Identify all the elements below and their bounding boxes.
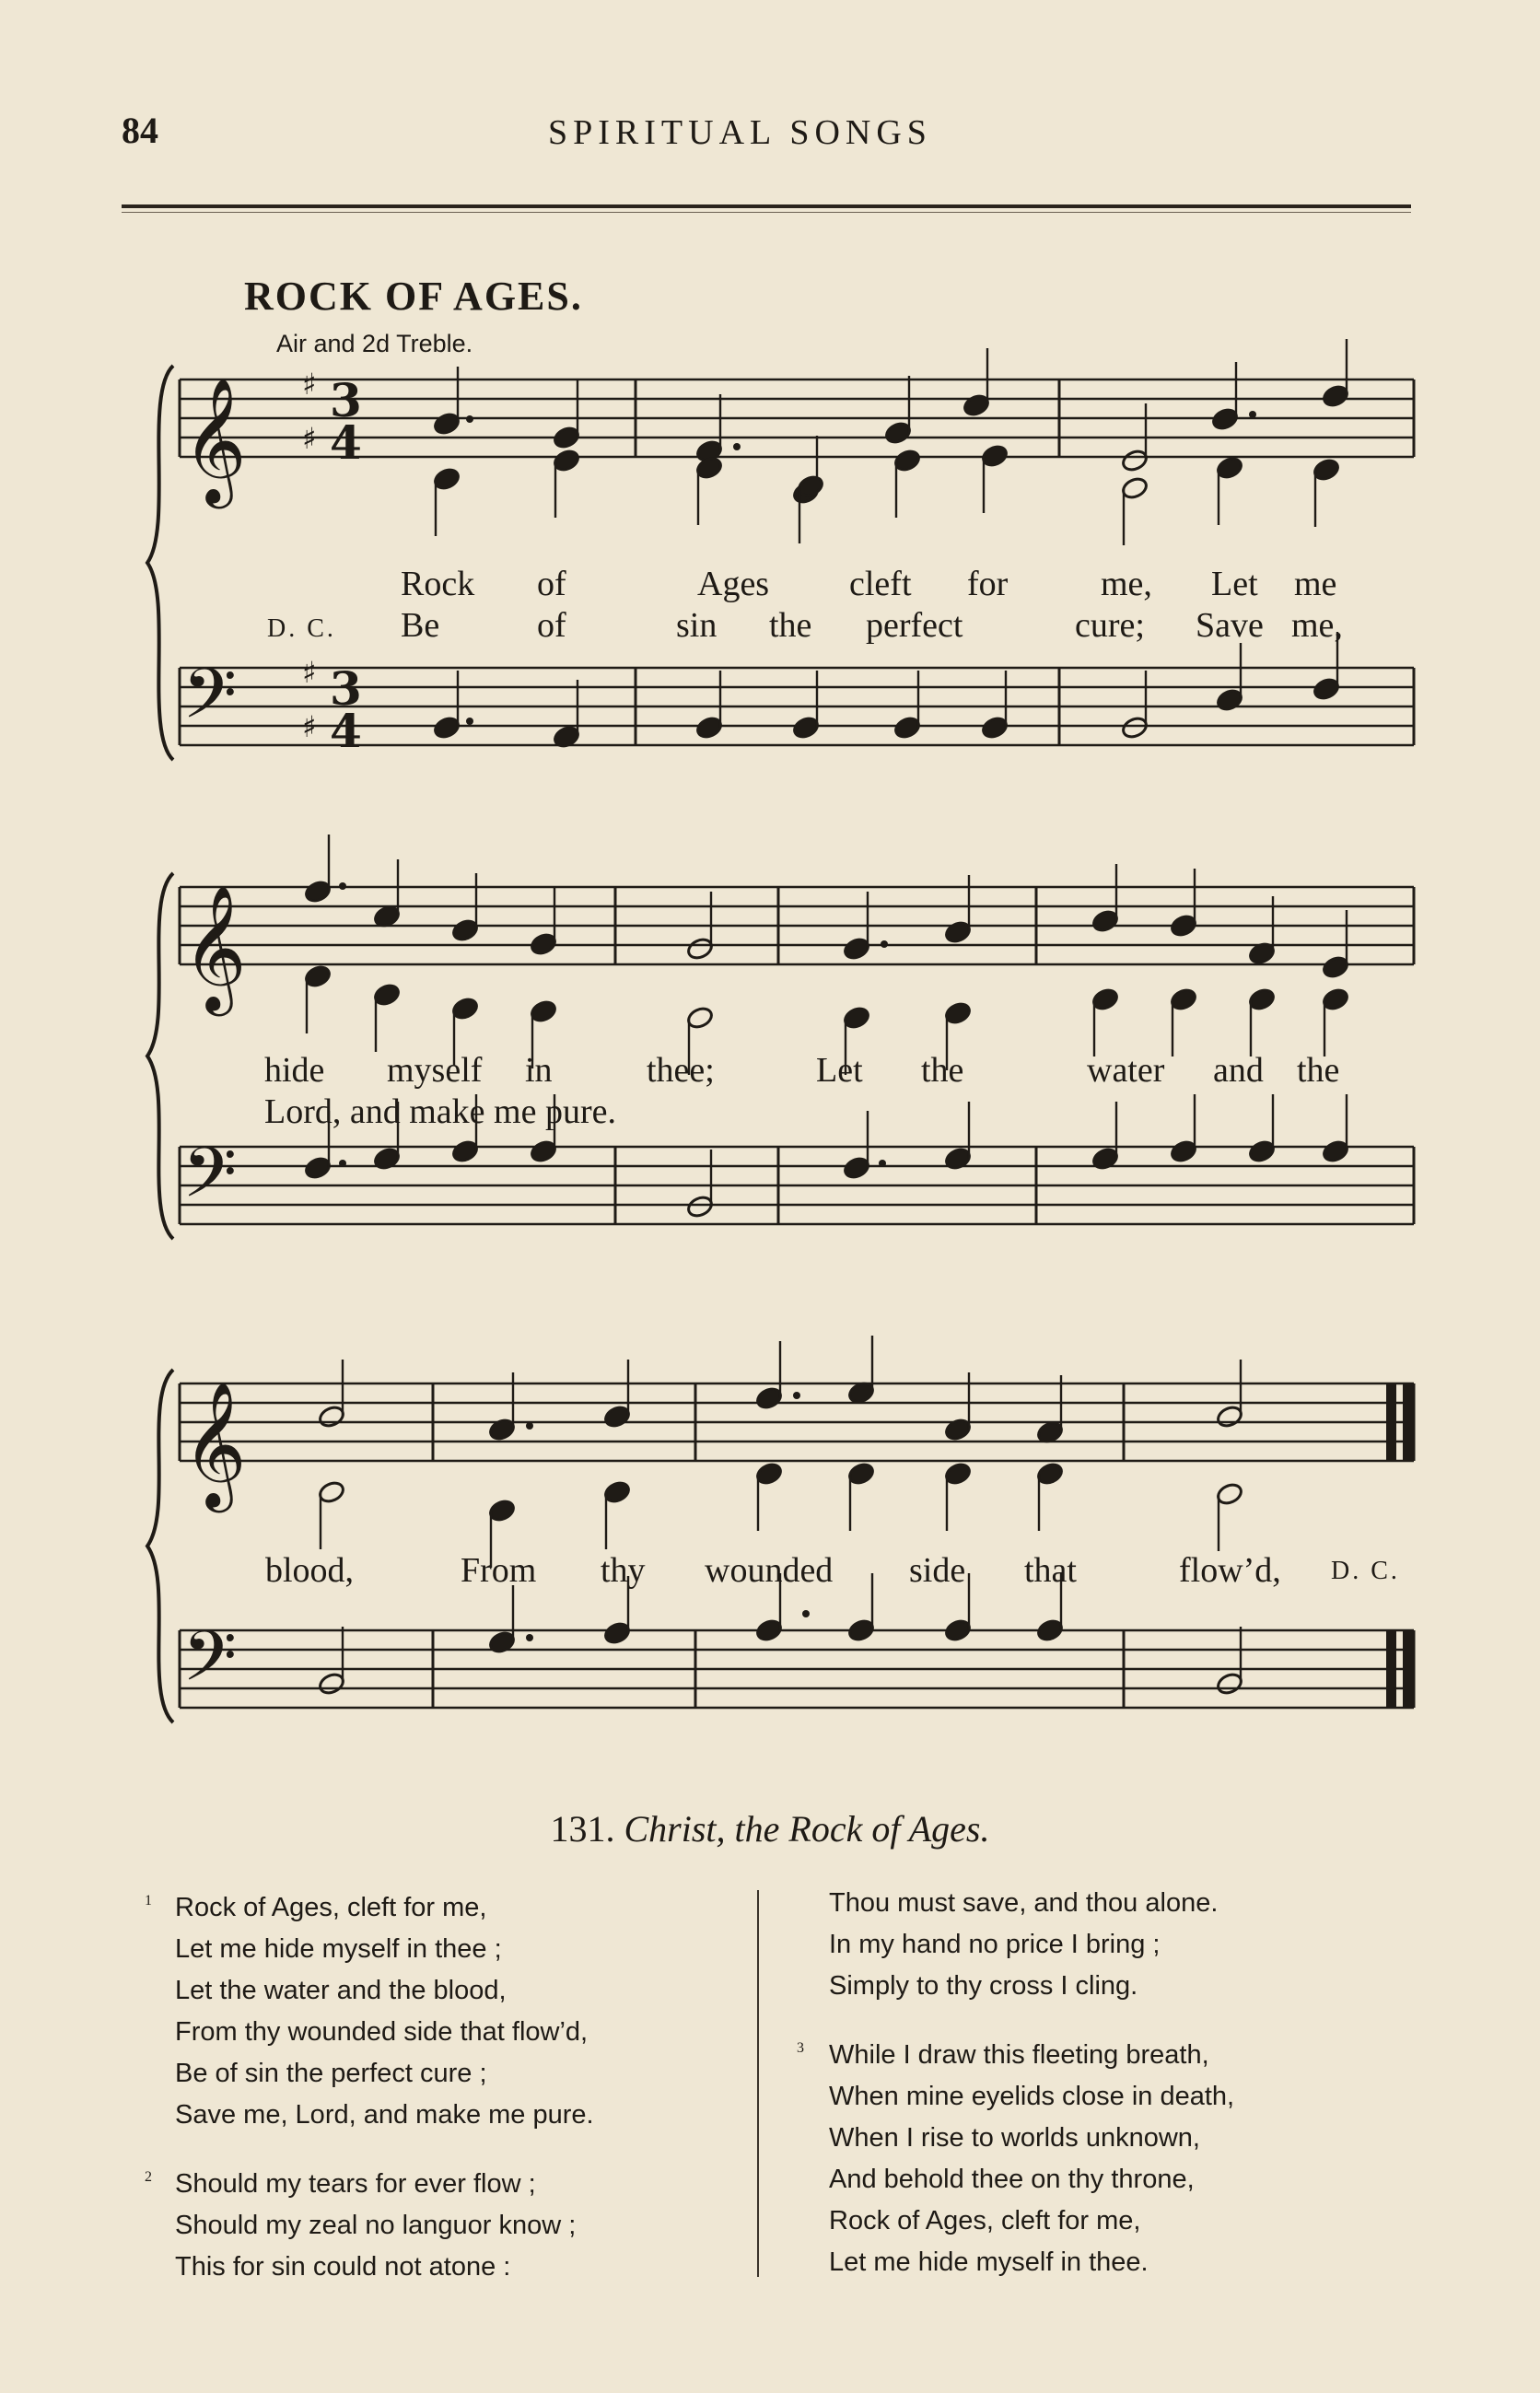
running-title: SPIRITUAL SONGS (548, 113, 932, 152)
system2-treble-note-dot (881, 940, 888, 948)
system3-line1-word: blood, (265, 1551, 355, 1590)
verse-line: While I draw this fleeting breath, (829, 2040, 1209, 2070)
system1-line1-word: me (1294, 565, 1337, 603)
verse-line: Thou must save, and thou alone. (829, 1888, 1219, 1918)
verse-line: When mine eyelids close in death, (829, 2082, 1235, 2111)
system1-line1-word: Ages (697, 565, 770, 603)
verse-line: Rock of Ages, cleft for me, (829, 2206, 1141, 2235)
system3-bass-note-dot (526, 1634, 533, 1641)
system1-treble-note-dot (1249, 411, 1256, 418)
system3-treble-final-bar-thick2 (1403, 1383, 1413, 1461)
system3-treble-final-bar-thick (1386, 1383, 1396, 1461)
system2-line1-word: hide (264, 1051, 325, 1090)
hymn-heading (0, 1807, 1540, 1850)
system1-line2-word: sin (676, 606, 718, 645)
verse-line: Let the water and the blood, (175, 1976, 507, 2005)
system2-line1-word: water (1087, 1051, 1165, 1090)
hymn-title: Christ, the Rock of Ages. (624, 1808, 990, 1850)
hymn-number: 131. (550, 1808, 615, 1850)
system3-bass-note-dot (802, 1610, 810, 1617)
system2-line1-word: the (921, 1051, 964, 1090)
system2-line1-word: in (525, 1051, 553, 1090)
system1-bass-time-num: 3 (330, 661, 362, 716)
system1-line2-word: Be (401, 606, 440, 645)
system1-line1-word: Let (1211, 565, 1258, 603)
system2-treble-treble-clef-icon: 𝄞 (182, 883, 247, 1010)
system1-treble-sharp-icon: ♯ (302, 367, 317, 402)
system1-bass-sharp-icon: ♯ (302, 709, 317, 744)
system3-line1-word: side (909, 1551, 966, 1590)
verse-line: And behold thee on thy throne, (829, 2165, 1195, 2194)
verse-line: Simply to thy cross I cling. (829, 1971, 1138, 2001)
system3-line1-word: flow’d, (1179, 1551, 1281, 1590)
system3-bass-final-bar-thick2 (1403, 1630, 1413, 1708)
system1-line2-word: me, (1291, 606, 1343, 645)
system2-bass-bass-clef-icon: 𝄢 (182, 1132, 238, 1231)
column-divider (757, 1890, 759, 2277)
system3-line1-word: wounded (705, 1551, 834, 1590)
system1-bass-bass-clef-icon: 𝄢 (182, 653, 238, 752)
system1-line2-word: cure; (1075, 606, 1145, 645)
dc-marker-system3: D. C. (1331, 1557, 1400, 1585)
system1-line2-word: of (537, 606, 566, 645)
system1-bass-note-dot (466, 718, 473, 725)
system3-treble-note-dot (793, 1392, 800, 1399)
verse-line: When I rise to worlds unknown, (829, 2123, 1200, 2153)
dc-marker-system1: D. C. (267, 614, 336, 643)
stanza-number: 1 (145, 1893, 152, 1909)
system2-line1-word: and (1213, 1051, 1264, 1090)
system1-line1-word: Rock (401, 565, 475, 603)
verse-line: Should my tears for ever flow ; (175, 2169, 536, 2199)
system3-bass-bass-clef-icon: 𝄢 (182, 1616, 238, 1714)
system3-line1-word: thy (601, 1551, 646, 1590)
system2-line1-word: thee; (647, 1051, 715, 1090)
system1-line1-word: of (537, 565, 566, 603)
system3-brace (147, 1370, 173, 1722)
verse-line: In my hand no price I bring ; (829, 1930, 1161, 1959)
verse-line: Should my zeal no languor know ; (175, 2211, 577, 2240)
system1-treble-note-dot (466, 415, 473, 423)
verse-line: Be of sin the perfect cure ; (175, 2059, 487, 2088)
system1-treble-time-den: 4 (330, 415, 362, 470)
system2-lyrics-line2: Lord, and make me pure. (264, 1092, 616, 1131)
system2-bass-note-dot (879, 1160, 886, 1167)
system1-line1-word: for (967, 565, 1009, 603)
system1-line2-word: perfect (866, 606, 963, 645)
voice-note: Air and 2d Treble. (276, 330, 473, 357)
verse-line: Let me hide myself in thee. (829, 2247, 1149, 2277)
system2-line1-word: Let (816, 1051, 863, 1090)
system1-treble-time-num: 3 (330, 373, 362, 427)
system1-brace (147, 366, 173, 760)
system1-treble-sharp-icon: ♯ (302, 421, 317, 456)
system2-treble-note-dot (339, 882, 346, 890)
system2-line1-word: the (1297, 1051, 1340, 1090)
system3-line1-word: that (1024, 1551, 1077, 1590)
system2-bass-note-dot (339, 1160, 346, 1167)
system1-bass-sharp-icon: ♯ (302, 655, 317, 690)
page-number: 84 (122, 110, 158, 151)
system1-bass-time-den: 4 (330, 704, 362, 758)
system1-line1-word: me, (1101, 565, 1152, 603)
system3-bass-final-bar-thick (1386, 1630, 1396, 1708)
system3-treble-treble-clef-icon: 𝄞 (182, 1380, 247, 1507)
system1-line2-word: the (769, 606, 812, 645)
system1-treble-treble-clef-icon: 𝄞 (182, 376, 247, 503)
system1-treble-note-dot (733, 443, 741, 450)
system3-line1-word: From (461, 1551, 537, 1590)
verse-line: This for sin could not atone : (175, 2252, 511, 2282)
stanza-number: 3 (797, 2040, 804, 2056)
system2-line1-word: myself (387, 1051, 483, 1090)
stanza-number: 2 (145, 2169, 152, 2185)
system1-line2-word: Save (1196, 606, 1264, 645)
song-title: ROCK OF AGES. (244, 274, 583, 319)
system1-line1-word: cleft (849, 565, 912, 603)
system3-treble-note-dot (526, 1422, 533, 1430)
verse-line: Let me hide myself in thee ; (175, 1934, 502, 1964)
verse-line: From thy wounded side that flow’d, (175, 2017, 589, 2047)
system2-brace (147, 873, 173, 1239)
verse-line: Rock of Ages, cleft for me, (175, 1893, 487, 1922)
verse-line: Save me, Lord, and make me pure. (175, 2100, 594, 2130)
